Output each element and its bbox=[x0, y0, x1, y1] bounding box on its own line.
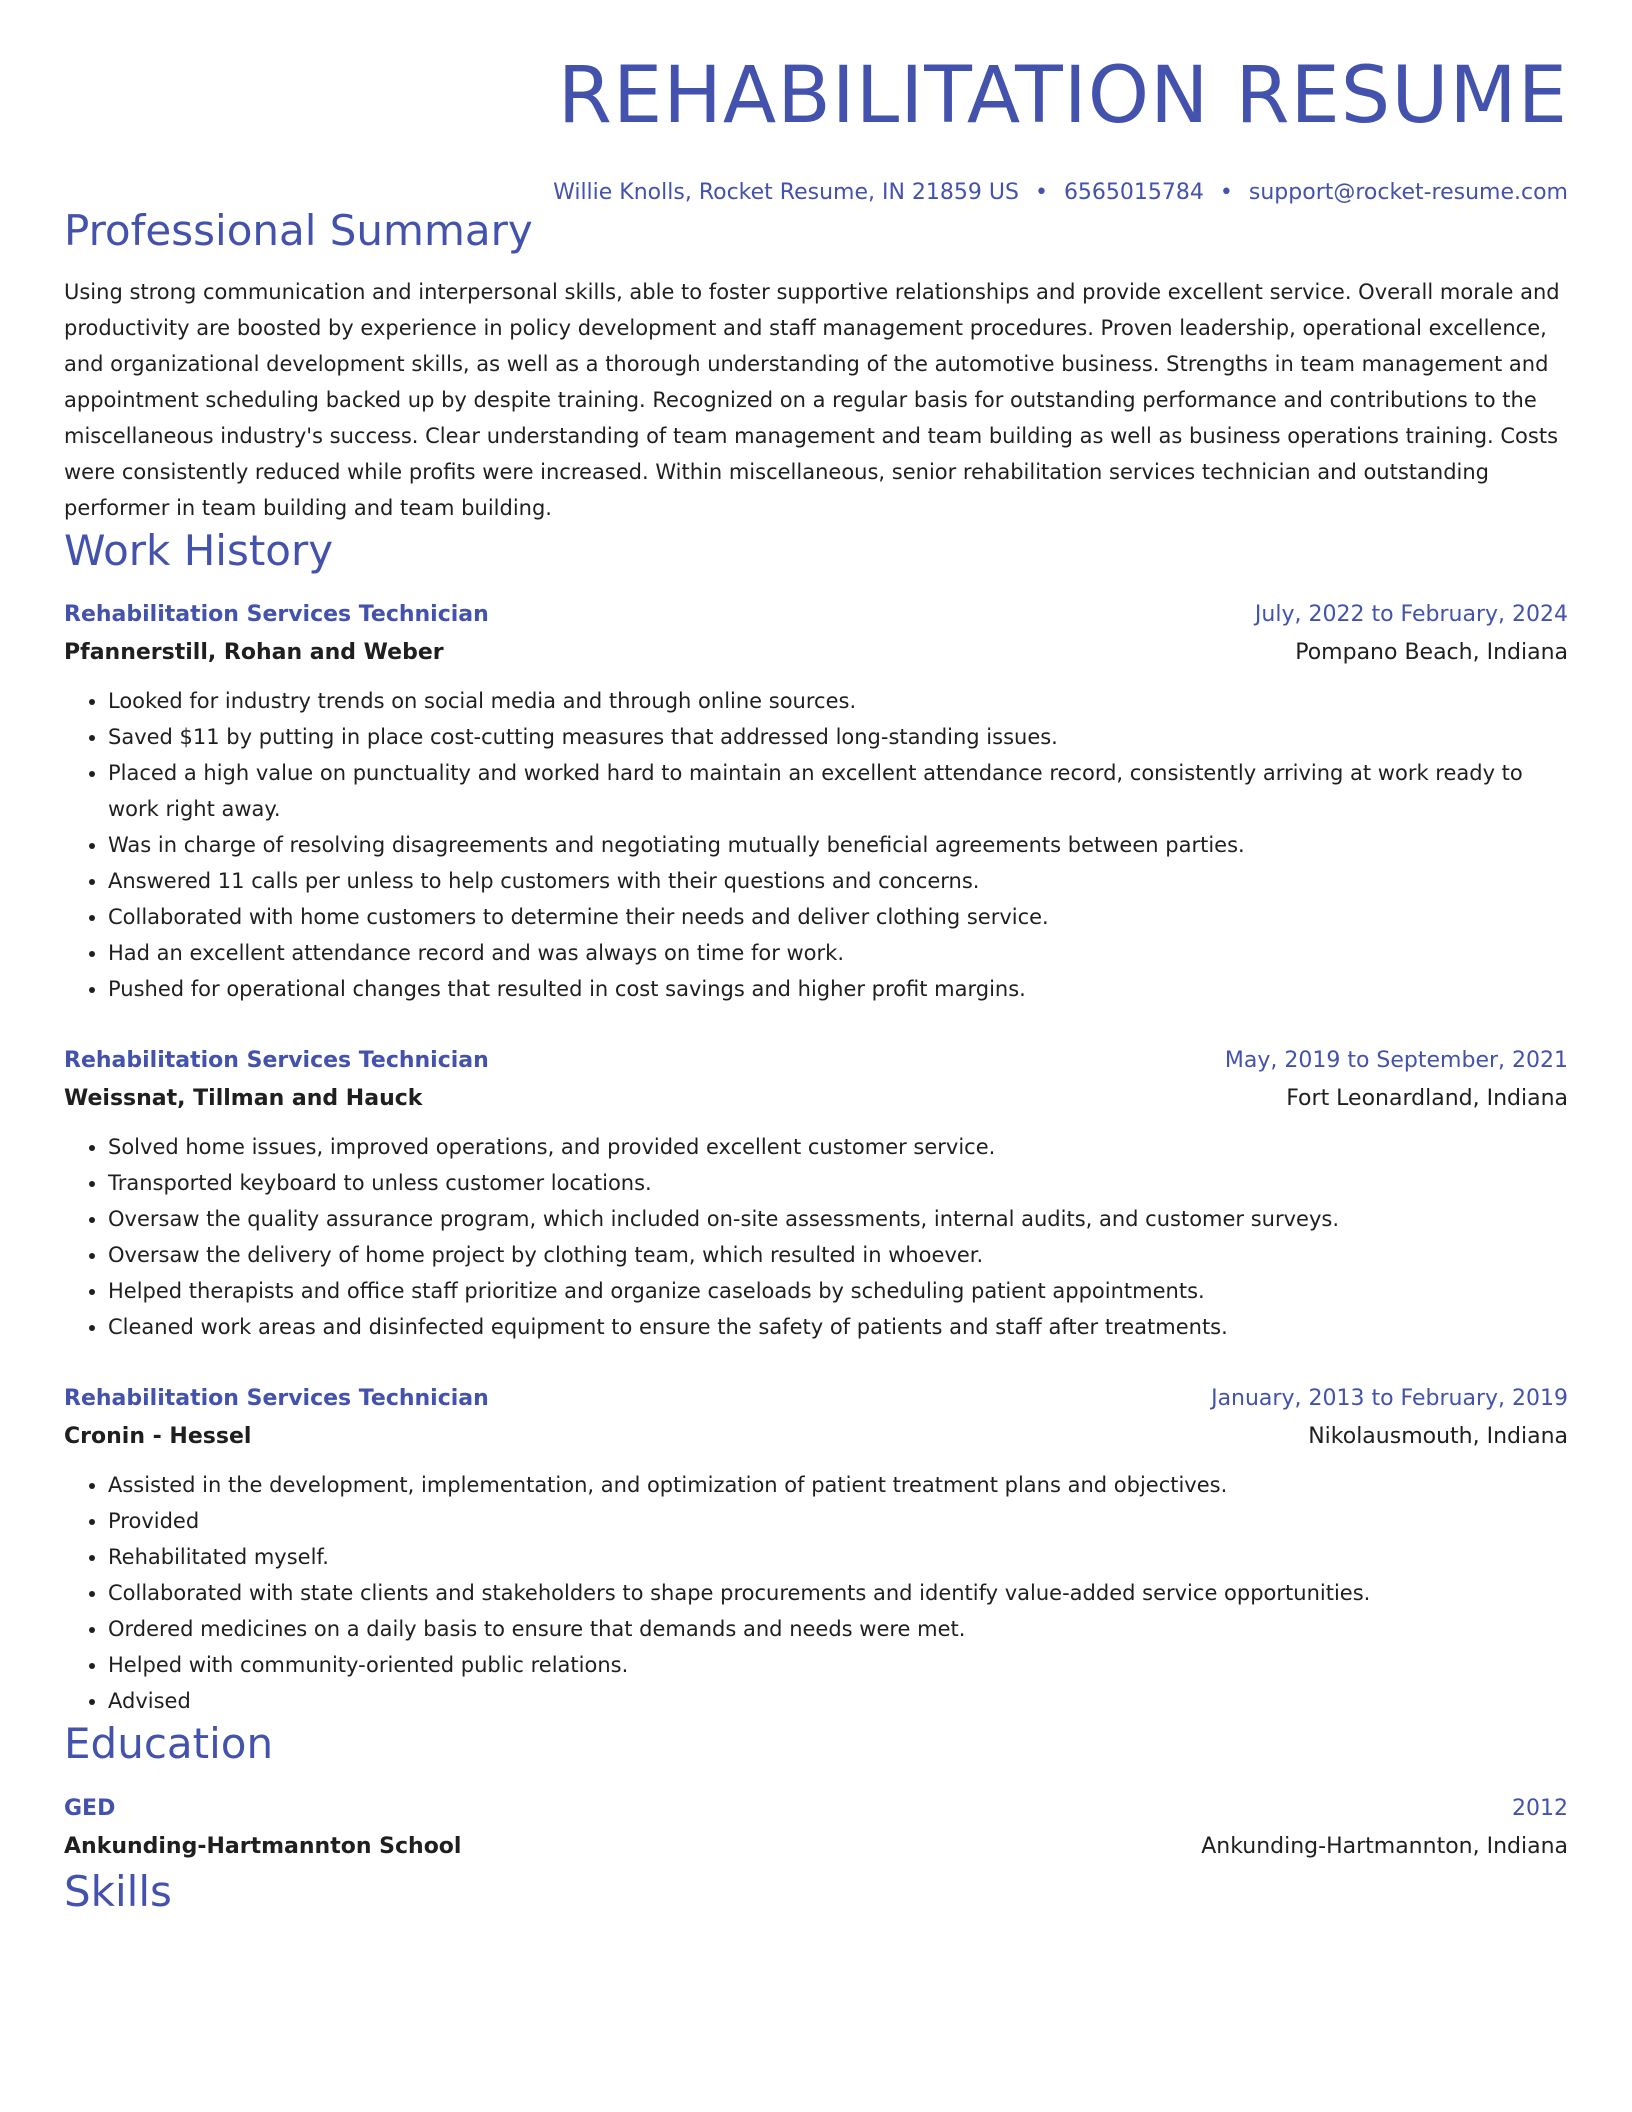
summary-heading: Professional Summary bbox=[64, 205, 533, 255]
job-dates: July, 2022 to February, 2024 bbox=[1254, 601, 1568, 627]
list-item: • Saved $11 by putting in place cost-cutting measures that addressed long-standing issues. bbox=[108, 719, 1568, 755]
education-location: Ankunding-Hartmannton, Indiana bbox=[1201, 1834, 1568, 1860]
job-company: Pfannerstill, Rohan and Weber bbox=[64, 639, 444, 665]
job-bullets bbox=[64, 683, 1568, 1007]
job-company: Weissnat, Tillman and Hauck bbox=[64, 1085, 423, 1111]
education-year: 2012 bbox=[1512, 1796, 1568, 1822]
job-title: Rehabilitation Services Technician bbox=[64, 1047, 489, 1073]
contact-email[interactable]: support@rocket-resume.com bbox=[1248, 179, 1568, 205]
list-item: • Ordered medicines on a daily basis to ensure that demands and needs were met. bbox=[108, 1611, 1568, 1647]
education-degree: GED bbox=[64, 1796, 116, 1822]
contact-separator: • bbox=[1219, 179, 1233, 205]
contact-line bbox=[64, 180, 1568, 206]
list-item: • Collaborated with home customers to determine their needs and deliver clothing service. bbox=[108, 899, 1568, 935]
list-item: • Had an excellent attendance record and was always on time for work. bbox=[108, 935, 1568, 971]
skills-heading: Skills bbox=[64, 1867, 172, 1917]
job-bullets bbox=[64, 1467, 1568, 1719]
job-bullets bbox=[64, 1129, 1568, 1345]
job-title: Rehabilitation Services Technician bbox=[64, 601, 489, 627]
list-item: • Solved home issues, improved operations, and provided excellent customer service. bbox=[108, 1129, 1568, 1165]
list-item: • Provided bbox=[108, 1503, 1568, 1539]
list-item: • Advised bbox=[108, 1683, 1568, 1719]
list-item: • Assisted in the development, implementation, and optimization of patient treatment plans and objectives. bbox=[108, 1467, 1568, 1503]
resume-title: REHABILITATION RESUME bbox=[557, 51, 1568, 141]
job-entry-1 bbox=[64, 597, 1568, 1007]
list-item: • Cleaned work areas and disinfected equipment to ensure the safety of patients and staff after treatments. bbox=[108, 1309, 1568, 1345]
list-item: • Helped with community-oriented public relations. bbox=[108, 1647, 1568, 1683]
contact-phone: 6565015784 bbox=[1063, 179, 1204, 205]
contact-separator: • bbox=[1034, 179, 1048, 205]
education-entry bbox=[64, 1791, 1568, 1867]
list-item: • Looked for industry trends on social media and through online sources. bbox=[108, 683, 1568, 719]
job-title: Rehabilitation Services Technician bbox=[64, 1385, 489, 1411]
list-item: • Placed a high value on punctuality and worked hard to maintain an excellent attendance record, consistently arriving at work ready to work right away. bbox=[108, 755, 1568, 827]
list-item: • Transported keyboard to unless customer locations. bbox=[108, 1165, 1568, 1201]
job-entry-2 bbox=[64, 1043, 1568, 1345]
list-item: • Rehabilitated myself. bbox=[108, 1539, 1568, 1575]
list-item: • Oversaw the delivery of home project by clothing team, which resulted in whoever. bbox=[108, 1237, 1568, 1273]
job-company: Cronin - Hessel bbox=[64, 1423, 252, 1449]
list-item: • Answered 11 calls per unless to help customers with their questions and concerns. bbox=[108, 863, 1568, 899]
job-location: Nikolausmouth, Indiana bbox=[1308, 1423, 1568, 1449]
list-item: • Helped therapists and office staff prioritize and organize caseloads by scheduling patient appointments. bbox=[108, 1273, 1568, 1309]
list-item: • Collaborated with state clients and stakeholders to shape procurements and identify value-added service opportunities. bbox=[108, 1575, 1568, 1611]
contact-address: Willie Knolls, Rocket Resume, IN 21859 US bbox=[553, 179, 1019, 205]
summary-text: Using strong communication and interpersonal skills, able to foster supportive relationships and provide excellent service. Overall morale and productivity are boosted by experience in policy development and staff management procedures. Proven leadership, operational excellence, and organizational development skills, as well as a thorough understanding of the automotive business. Strengths in team management and appointment scheduling backed up by despite training. Recognized on a regular basis for outstanding performance and contributions to the miscellaneous industry's success. Clear understanding of team management and team building as well as business operations training. Costs were consistently reduced while profits were increased. Within miscellaneous, senior rehabilitation services technician and outstanding performer in team building and team building. bbox=[64, 280, 1560, 521]
job-dates: January, 2013 to February, 2019 bbox=[1211, 1385, 1568, 1411]
job-location: Fort Leonardland, Indiana bbox=[1286, 1085, 1568, 1111]
job-dates: May, 2019 to September, 2021 bbox=[1224, 1047, 1568, 1073]
work-history-heading: Work History bbox=[64, 526, 334, 576]
list-item: • Oversaw the quality assurance program, which included on-site assessments, internal audits, and customer surveys. bbox=[108, 1201, 1568, 1237]
list-item: • Pushed for operational changes that resulted in cost savings and higher profit margins. bbox=[108, 971, 1568, 1007]
education-heading: Education bbox=[64, 1718, 274, 1768]
job-entry-3 bbox=[64, 1381, 1568, 1719]
education-school: Ankunding-Hartmannton School bbox=[64, 1834, 462, 1860]
job-location: Pompano Beach, Indiana bbox=[1295, 639, 1568, 665]
list-item: • Was in charge of resolving disagreements and negotiating mutually beneficial agreements between parties. bbox=[108, 827, 1568, 863]
